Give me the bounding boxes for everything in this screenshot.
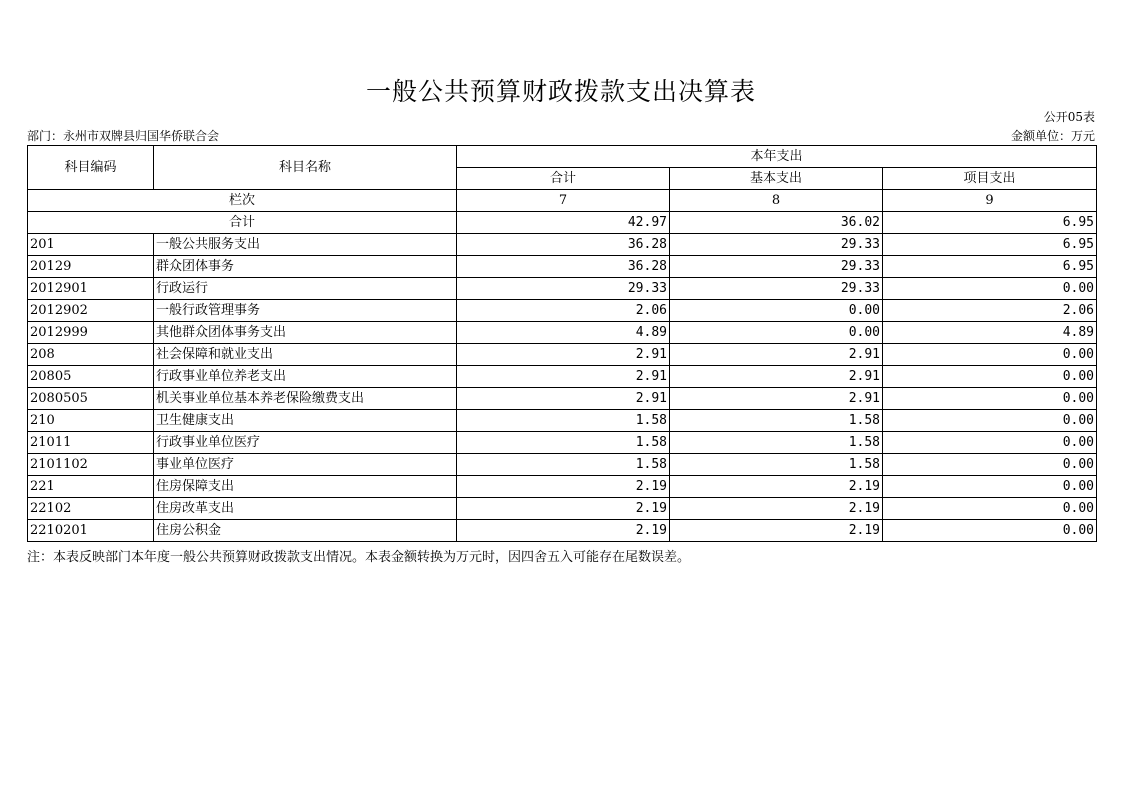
- column-number-9: 9: [883, 190, 1097, 212]
- header-total: 合计: [457, 168, 670, 190]
- row-total: 2.91: [457, 344, 670, 366]
- header-name: 科目名称: [154, 146, 457, 190]
- row-code: 201: [28, 234, 154, 256]
- page-title: 一般公共预算财政拨款支出决算表: [365, 77, 756, 106]
- form-number: 公开05表: [1043, 110, 1095, 124]
- table-row: [28, 498, 1097, 520]
- row-name: 住房改革支出: [154, 498, 457, 520]
- row-name: 其他群众团体事务支出: [154, 322, 457, 344]
- row-name: 一般行政管理事务: [154, 300, 457, 322]
- table-row: [28, 476, 1097, 498]
- table-row: [28, 454, 1097, 476]
- row-project: 6.95: [883, 256, 1097, 278]
- row-project: 0.00: [883, 366, 1097, 388]
- row-code: 2210201: [28, 520, 154, 542]
- row-project: 0.00: [883, 344, 1097, 366]
- row-code: 2012901: [28, 278, 154, 300]
- row-total: 1.58: [457, 410, 670, 432]
- row-basic: 29.33: [670, 278, 883, 300]
- row-total: 2.19: [457, 520, 670, 542]
- table-row: [28, 256, 1097, 278]
- row-basic: 1.58: [670, 410, 883, 432]
- header-code: 科目编码: [28, 146, 154, 190]
- table-row: [28, 300, 1097, 322]
- footnote: 注：本表反映部门本年度一般公共预算财政拨款支出情况。本表金额转换为万元时，因四舍五入可能存在尾数误差。: [27, 550, 691, 565]
- row-project: 0.00: [883, 432, 1097, 454]
- row-basic: 0.00: [670, 322, 883, 344]
- header-project: 项目支出: [883, 168, 1097, 190]
- row-code: 21011: [28, 432, 154, 454]
- row-basic: 2.19: [670, 520, 883, 542]
- total-row: [28, 212, 1097, 234]
- row-name: 卫生健康支出: [154, 410, 457, 432]
- total-row-basic: 36.02: [670, 212, 883, 234]
- row-basic: 2.91: [670, 344, 883, 366]
- column-number-8: 8: [670, 190, 883, 212]
- row-name: 住房保障支出: [154, 476, 457, 498]
- row-name: 行政运行: [154, 278, 457, 300]
- row-total: 2.91: [457, 388, 670, 410]
- row-code: 20129: [28, 256, 154, 278]
- table-row: [28, 278, 1097, 300]
- row-name: 行政事业单位医疗: [154, 432, 457, 454]
- expenditure-table: [27, 145, 1097, 542]
- row-total: 1.58: [457, 432, 670, 454]
- row-total: 36.28: [457, 234, 670, 256]
- column-number-7: 7: [457, 190, 670, 212]
- row-code: 2080505: [28, 388, 154, 410]
- row-project: 4.89: [883, 322, 1097, 344]
- row-project: 2.06: [883, 300, 1097, 322]
- row-total: 2.19: [457, 498, 670, 520]
- row-basic: 2.91: [670, 388, 883, 410]
- row-name: 机关事业单位基本养老保险缴费支出: [154, 388, 457, 410]
- row-basic: 2.19: [670, 498, 883, 520]
- row-name: 事业单位医疗: [154, 454, 457, 476]
- row-basic: 29.33: [670, 234, 883, 256]
- row-code: 20805: [28, 366, 154, 388]
- row-name: 社会保障和就业支出: [154, 344, 457, 366]
- table-row: [28, 344, 1097, 366]
- row-code: 2012999: [28, 322, 154, 344]
- row-project: 0.00: [883, 278, 1097, 300]
- row-name: 一般公共服务支出: [154, 234, 457, 256]
- table-row: [28, 366, 1097, 388]
- row-name: 住房公积金: [154, 520, 457, 542]
- total-row-label: 合计: [28, 212, 457, 234]
- row-name: 行政事业单位养老支出: [154, 366, 457, 388]
- row-basic: 2.91: [670, 366, 883, 388]
- row-project: 0.00: [883, 454, 1097, 476]
- row-code: 2012902: [28, 300, 154, 322]
- header-basic: 基本支出: [670, 168, 883, 190]
- header-column-no: 栏次: [28, 190, 457, 212]
- row-basic: 2.19: [670, 476, 883, 498]
- total-row-total: 42.97: [457, 212, 670, 234]
- row-total: 2.91: [457, 366, 670, 388]
- row-basic: 0.00: [670, 300, 883, 322]
- row-project: 0.00: [883, 410, 1097, 432]
- table-row: [28, 234, 1097, 256]
- table-row: [28, 322, 1097, 344]
- row-total: 2.19: [457, 476, 670, 498]
- table-row: [28, 410, 1097, 432]
- row-project: 0.00: [883, 520, 1097, 542]
- row-basic: 29.33: [670, 256, 883, 278]
- row-name: 群众团体事务: [154, 256, 457, 278]
- row-code: 22102: [28, 498, 154, 520]
- total-row-project: 6.95: [883, 212, 1097, 234]
- row-project: 0.00: [883, 498, 1097, 520]
- row-total: 2.06: [457, 300, 670, 322]
- row-basic: 1.58: [670, 454, 883, 476]
- row-total: 4.89: [457, 322, 670, 344]
- header-current-year: 本年支出: [457, 146, 1097, 168]
- row-code: 210: [28, 410, 154, 432]
- row-basic: 1.58: [670, 432, 883, 454]
- row-project: 6.95: [883, 234, 1097, 256]
- row-code: 208: [28, 344, 154, 366]
- row-project: 0.00: [883, 476, 1097, 498]
- row-project: 0.00: [883, 388, 1097, 410]
- department-label: 部门：永州市双牌县归国华侨联合会: [27, 129, 220, 143]
- row-code: 221: [28, 476, 154, 498]
- row-total: 29.33: [457, 278, 670, 300]
- row-total: 36.28: [457, 256, 670, 278]
- amount-unit-label: 金额单位：万元: [1010, 129, 1095, 143]
- row-code: 2101102: [28, 454, 154, 476]
- row-total: 1.58: [457, 454, 670, 476]
- table-row: [28, 388, 1097, 410]
- table-row: [28, 432, 1097, 454]
- table-row: [28, 520, 1097, 542]
